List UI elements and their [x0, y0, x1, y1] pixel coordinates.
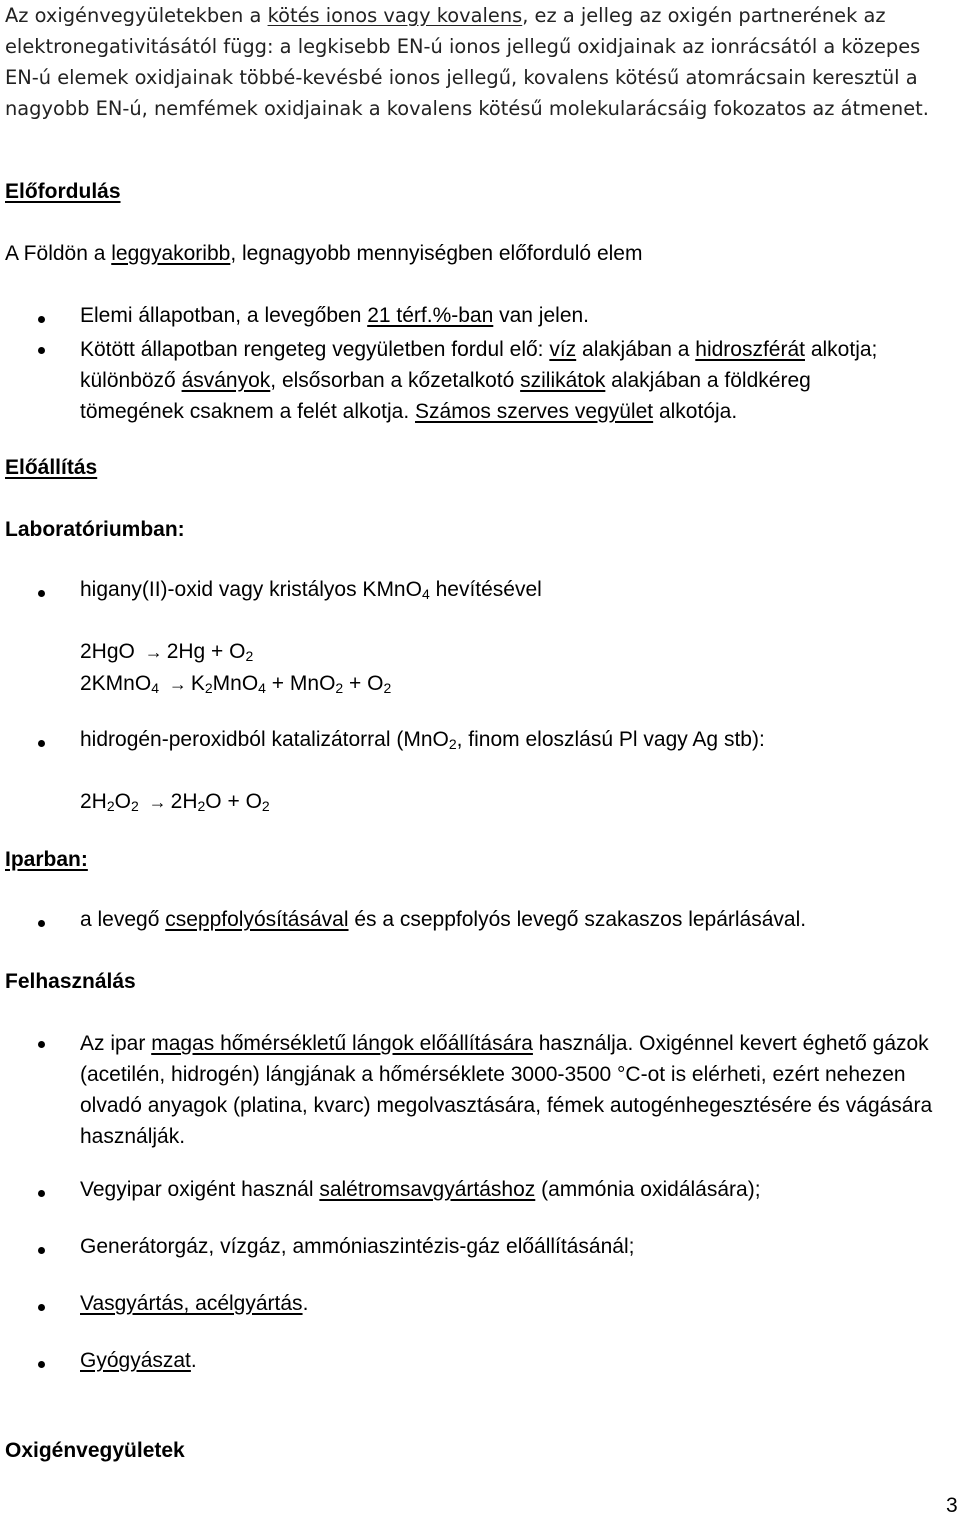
text: A Földön a	[5, 242, 112, 265]
link-21-terf[interactable]: 21 térf.%-ban	[367, 304, 494, 327]
text: alakjában a	[576, 338, 696, 361]
subscript: 2	[245, 648, 254, 664]
arrow-icon: →	[144, 642, 163, 662]
text: hevítésével	[429, 578, 542, 601]
heading-eloallitas: Előállítás	[5, 456, 98, 479]
heading-oxigenvegyuletek: Oxigénvegyületek	[5, 1439, 185, 1462]
text: Elemi állapotban, a levegőben	[80, 304, 368, 327]
link-szilikatok[interactable]: szilikátok	[520, 369, 606, 392]
bullet-icon	[38, 1190, 45, 1197]
text: + MnO	[265, 672, 336, 695]
link-magas-homerseklet[interactable]: magas hőmérsékletű lángok előállítására	[151, 1032, 533, 1055]
text: 2HgO	[80, 640, 135, 663]
subscript: 2	[261, 798, 270, 814]
bullet-icon	[38, 316, 45, 323]
bullet-icon	[38, 347, 45, 354]
text: , finom eloszlású Pl vagy Ag stb):	[456, 728, 765, 751]
link-cseppfolyositas[interactable]: cseppfolyósításával	[165, 908, 349, 931]
subscript: 4	[151, 680, 159, 696]
link-salestromsav[interactable]: salétromsavgyártáshoz	[319, 1178, 536, 1201]
link-leggyakoribb[interactable]: leggyakoribb	[111, 242, 231, 265]
text: .	[190, 1349, 197, 1372]
text: használja. Oxigénnel kevert éghető gázok (acetilén, hidrogén) lángjának a hőmérséklete 3000-3500 °C-ot is elérheti, ezért nehezen olvadó anyagok (platina, kvarc) megolvasztására, fémek autogénhegesztésére és vágására használják.	[80, 1032, 933, 1148]
bullet-icon	[38, 740, 45, 747]
subscript: 2	[335, 680, 344, 696]
bullet-icon	[38, 1361, 45, 1368]
bullet-icon	[38, 920, 45, 927]
heading-felhasznalas: Felhasználás	[5, 970, 136, 993]
bullet-icon	[38, 1247, 45, 1254]
list-item	[80, 578, 542, 602]
list-item	[80, 334, 920, 427]
text: van jelen.	[493, 304, 590, 327]
text: + O	[343, 672, 384, 695]
text: Vegyipar oxigént használ	[80, 1178, 320, 1201]
bullet-icon	[38, 590, 45, 597]
text: hidrogén-peroxidból katalizátorral (MnO	[80, 728, 449, 751]
list-item	[80, 1028, 950, 1152]
text: 2KMnO	[80, 672, 152, 695]
text: alakjában a földkéreg tömegének csaknem a felét alkotja.	[80, 369, 811, 423]
equation-kmno4	[80, 672, 391, 696]
list-item	[80, 1178, 761, 1202]
text: 2Hg + O	[166, 640, 246, 663]
link-hidroszfera[interactable]: hidroszférát	[695, 338, 805, 361]
intro-text: Az oxigénvegyületekben a	[5, 4, 268, 27]
equation-h2o2	[80, 790, 270, 814]
arrow-icon: →	[148, 792, 167, 812]
heading-laboratoriumban: Laboratóriumban:	[5, 518, 185, 541]
list-item: Generátorgáz, vízgáz, ammóniaszintézis-gáz előállításánál;	[80, 1235, 635, 1258]
intro-paragraph	[5, 0, 950, 124]
text: Kötött állapotban rengeteg vegyületben fordul elő:	[80, 338, 550, 361]
subscript: 2	[204, 680, 213, 696]
list-item	[80, 304, 589, 328]
list-item	[80, 1292, 308, 1316]
heading-iparban: Iparban:	[5, 848, 88, 871]
text: K	[190, 672, 205, 695]
text: .	[302, 1292, 309, 1315]
text: 2H	[170, 790, 198, 813]
text: MnO	[212, 672, 259, 695]
intro-text: .	[922, 97, 929, 120]
link-viz[interactable]: víz	[549, 338, 577, 361]
text: higany(II)-oxid vagy kristályos KMnO	[80, 578, 422, 601]
text: , legnagyobb mennyiségben előforduló elem	[230, 242, 643, 265]
text: 2H	[80, 790, 107, 813]
subscript: 4	[258, 680, 266, 696]
bullet-icon	[38, 1304, 45, 1311]
text: O	[114, 790, 131, 813]
text: (ammónia oxidálására);	[535, 1178, 761, 1201]
equation-hgo	[80, 640, 253, 664]
link-kotes[interactable]: kötés ionos vagy kovalens	[267, 4, 523, 27]
subscript: 2	[106, 798, 115, 814]
text: alkotója.	[653, 400, 738, 423]
text: Az ipar	[80, 1032, 152, 1055]
subscript: 2	[448, 736, 457, 752]
intro-text: , ez a jelleg az oxigén partnerének az elektronegativitásától függ: a legkisebb EN-ú ionos jellegű oxidjainak az ionrácsától a közepes EN-ú elemek oxidjainak többé-kevésbé ionos jellegű, kovalens kötésű atomrácsain keresztül a nagyobb EN-ú, nemfémek oxidjainak a kovalens kötésű molekularácsáig fokozatos az átmenet	[5, 4, 923, 120]
link-asvanyok[interactable]: ásványok	[181, 369, 271, 392]
list-item	[80, 728, 765, 752]
subscript: 2	[131, 798, 139, 814]
link-szerves-vegyulet[interactable]: Számos szerves vegyület	[415, 400, 654, 423]
subscript: 2	[383, 680, 392, 696]
text: alkotja; különböző	[80, 338, 878, 392]
subscript: 2	[197, 798, 206, 814]
link-vasgyartas[interactable]: Vasgyártás, acélgyártás	[80, 1292, 303, 1315]
subscript: 4	[421, 586, 430, 602]
list-item	[80, 1349, 197, 1373]
text: O + O	[205, 790, 262, 813]
text: és a cseppfolyós levegő szakaszos lepárlásával.	[348, 908, 807, 931]
text: , elsősorban a kőzetalkotó	[270, 369, 521, 392]
text: a levegő	[80, 908, 166, 931]
page-number: 3	[946, 1494, 958, 1517]
heading-elofordulas: Előfordulás	[5, 180, 121, 203]
list-item	[80, 908, 806, 932]
elofordulas-sentence	[5, 242, 642, 266]
arrow-icon: →	[168, 674, 187, 694]
link-gyogyaszat[interactable]: Gyógyászat	[80, 1349, 191, 1372]
bullet-icon	[38, 1041, 45, 1048]
